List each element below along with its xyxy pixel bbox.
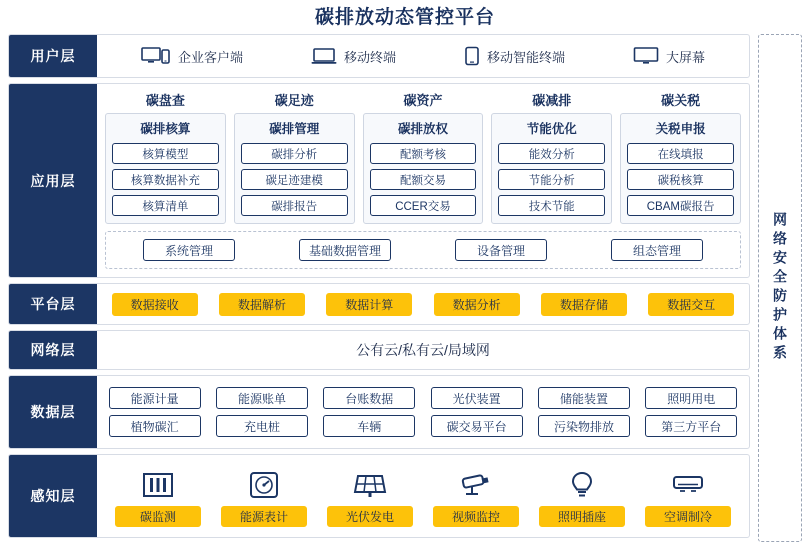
layer-sense-label: 感知层 — [9, 455, 97, 537]
layer-application-label: 应用层 — [9, 84, 97, 277]
layer-platform-content — [97, 284, 749, 324]
user-item-label: 移动智能终端 — [486, 49, 565, 65]
network-security-sidebar — [758, 34, 802, 542]
data-item[interactable]: 第三方平台 — [645, 415, 737, 437]
app-column-subtitle: 节能优化 — [526, 122, 577, 136]
sense-item-label[interactable]: 光伏发电 — [327, 506, 413, 527]
app-item[interactable]: 核算模型 — [112, 143, 219, 164]
cctv-camera-icon — [458, 466, 494, 500]
data-item[interactable]: 能源账单 — [216, 387, 308, 409]
lightbulb-icon — [568, 466, 596, 500]
user-item-label: 移动终端 — [343, 49, 396, 65]
layer-network-content — [97, 331, 749, 369]
app-item[interactable]: 节能分析 — [498, 169, 605, 190]
app-column-carbon-inventory — [105, 90, 226, 224]
app-item[interactable]: 核算数据补充 — [112, 169, 219, 190]
monitor-icon — [633, 46, 659, 66]
app-column-title: 碳资产 — [403, 93, 443, 108]
app-column-carbon-tariff — [620, 90, 741, 224]
user-item-mobile-terminal[interactable] — [311, 46, 396, 66]
data-item[interactable]: 台账数据 — [323, 387, 415, 409]
data-item[interactable]: 污染物排放 — [538, 415, 630, 437]
app-item[interactable]: 碳税核算 — [627, 169, 734, 190]
sense-item-list — [97, 462, 749, 531]
user-item-list — [97, 46, 749, 66]
app-column-box — [363, 113, 484, 224]
management-item-device[interactable]: 设备管理 — [455, 239, 547, 261]
sense-item-solar-power[interactable] — [327, 466, 413, 527]
laptop-icon — [311, 46, 337, 66]
layer-user — [8, 34, 750, 78]
app-item[interactable]: 技术节能 — [498, 195, 605, 216]
network-security-sidebar-label: 网络安全防护体系 — [772, 212, 788, 364]
desktop-phone-icon — [141, 46, 171, 66]
data-item[interactable]: 植物碳汇 — [109, 415, 201, 437]
app-item[interactable]: 碳足迹建模 — [241, 169, 348, 190]
layer-data-label: 数据层 — [9, 376, 97, 448]
app-column-title: 碳减排 — [532, 93, 572, 108]
data-item[interactable]: 能源计量 — [109, 387, 201, 409]
data-item[interactable]: 充电桩 — [216, 415, 308, 437]
smartphone-icon — [464, 46, 480, 66]
app-column-box — [491, 113, 612, 224]
user-item-label: 企业客户端 — [177, 49, 243, 65]
carbon-monitor-icon — [141, 466, 175, 500]
application-columns — [105, 90, 741, 224]
data-row — [105, 387, 741, 409]
app-column-carbon-asset — [363, 90, 484, 224]
data-item[interactable]: 碳交易平台 — [431, 415, 523, 437]
app-item[interactable]: 配额考核 — [370, 143, 477, 164]
data-item-grid — [97, 381, 749, 443]
layer-sense — [8, 454, 750, 538]
layer-stack — [8, 34, 750, 542]
platform-item[interactable]: 数据存储 — [541, 293, 627, 316]
platform-item[interactable]: 数据交互 — [648, 293, 734, 316]
data-item[interactable]: 照明用电 — [645, 387, 737, 409]
app-item[interactable]: 能效分析 — [498, 143, 605, 164]
user-item-label: 大屏幕 — [665, 49, 705, 65]
layer-sense-content — [97, 455, 749, 537]
app-column-subtitle: 碳排放权 — [397, 122, 448, 136]
sense-item-label[interactable]: 能源表计 — [221, 506, 307, 527]
app-column-box — [620, 113, 741, 224]
app-column-box — [105, 113, 226, 224]
app-column-subtitle: 碳排核算 — [140, 122, 191, 136]
application-management-row — [105, 231, 741, 269]
management-item-system[interactable]: 系统管理 — [143, 239, 235, 261]
app-item[interactable]: 碳排报告 — [241, 195, 348, 216]
app-item[interactable]: CCER交易 — [370, 195, 477, 216]
layer-network-label: 网络层 — [9, 331, 97, 369]
platform-item[interactable]: 数据计算 — [326, 293, 412, 316]
sense-item-label[interactable]: 照明插座 — [539, 506, 625, 527]
layer-network — [8, 330, 750, 370]
data-row — [105, 415, 741, 437]
network-text: 公有云/私有云/局域网 — [356, 342, 490, 358]
sense-item-video-surveillance[interactable] — [433, 466, 519, 527]
data-item[interactable]: 光伏装置 — [431, 387, 523, 409]
app-item[interactable]: 核算清单 — [112, 195, 219, 216]
app-item[interactable]: 在线填报 — [627, 143, 734, 164]
user-item-large-screen[interactable] — [633, 46, 705, 66]
sense-item-label[interactable]: 空调制冷 — [645, 506, 731, 527]
app-item[interactable]: 碳排分析 — [241, 143, 348, 164]
meter-icon — [248, 466, 280, 500]
app-item[interactable]: CBAM碳报告 — [627, 195, 734, 216]
app-column-carbon-footprint — [234, 90, 355, 224]
platform-item-list — [97, 293, 749, 316]
layer-data — [8, 375, 750, 449]
air-conditioner-icon — [671, 466, 705, 500]
app-column-title: 碳关税 — [661, 93, 701, 108]
page-title: 碳排放动态管控平台 — [314, 7, 495, 28]
sense-item-label[interactable]: 碳监测 — [115, 506, 201, 527]
management-item-configuration[interactable]: 组态管理 — [611, 239, 703, 261]
layer-data-content — [97, 376, 749, 448]
data-item[interactable]: 储能装置 — [538, 387, 630, 409]
layer-application-content — [97, 84, 749, 277]
layer-user-label: 用户层 — [9, 35, 97, 77]
solar-panel-icon — [353, 466, 387, 500]
sense-item-carbon-monitor[interactable] — [115, 466, 201, 527]
user-item-mobile-smart-terminal[interactable] — [464, 46, 565, 66]
app-column-carbon-reduction — [491, 90, 612, 224]
sense-item-lighting-socket[interactable] — [539, 466, 625, 527]
management-item-basic-data[interactable]: 基础数据管理 — [299, 239, 391, 261]
data-item[interactable]: 车辆 — [323, 415, 415, 437]
app-column-box — [234, 113, 355, 224]
app-column-title: 碳足迹 — [274, 93, 314, 108]
app-column-subtitle: 关税申报 — [655, 122, 706, 136]
platform-item[interactable]: 数据分析 — [434, 293, 520, 316]
sense-item-energy-meter[interactable] — [221, 466, 307, 527]
app-column-subtitle: 碳排管理 — [269, 122, 320, 136]
platform-item[interactable]: 数据解析 — [219, 293, 305, 316]
diagram-body — [0, 34, 810, 542]
layer-platform-label: 平台层 — [9, 284, 97, 324]
app-column-title: 碳盘查 — [145, 93, 185, 108]
user-item-enterprise-client[interactable] — [141, 46, 243, 66]
layer-platform — [8, 283, 750, 325]
sense-item-air-conditioning[interactable] — [645, 466, 731, 527]
layer-application — [8, 83, 750, 278]
platform-item[interactable]: 数据接收 — [112, 293, 198, 316]
app-item[interactable]: 配额交易 — [370, 169, 477, 190]
layer-user-content — [97, 35, 749, 77]
sense-item-label[interactable]: 视频监控 — [433, 506, 519, 527]
